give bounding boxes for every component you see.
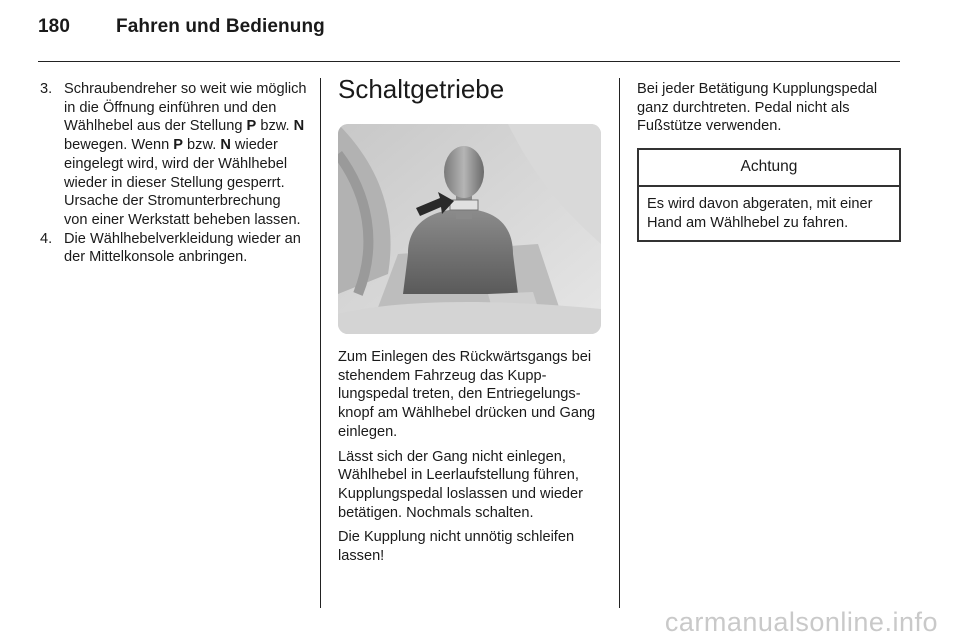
paragraph: Zum Einlegen des Rückwärtsgangs bei stehendem Fahrzeug das Kupplungspedal treten, den Entriegelungsknopf am Wählhebel drücken und Gang einlegen. [338, 349, 596, 440]
watermark: carmanualsonline.info [664, 607, 938, 637]
right-column [637, 80, 901, 242]
column-divider-1 [320, 78, 321, 608]
notice-text: Es wird davon abgeraten, mit einer Hand am Wählhebel zu fahren. [647, 195, 873, 231]
step-number: 4. [40, 230, 53, 247]
gear-lever-photo [338, 124, 601, 334]
page-number: 180 [38, 16, 71, 37]
chapter-title: Fahren und Bedienung [116, 16, 325, 37]
column-divider-2 [619, 78, 620, 608]
step-number: 3. [40, 81, 53, 97]
page-header [38, 16, 325, 38]
left-column [40, 80, 308, 267]
paragraph: Die Kupplung nicht unnötig schleifen lassen! [338, 529, 575, 565]
step-text: Die Wählhebelverkleidung wieder an der Mittelkonsole anbringen. [64, 230, 301, 266]
notice-box [637, 148, 901, 242]
list-item [40, 80, 308, 230]
step-list [40, 80, 308, 267]
middle-column [338, 74, 603, 572]
step-text: Schraubendreher so weit wie möglich in die Öffnung einführen und den Wählhebel aus der Stellung P bzw. N bewegen. Wenn P bzw. N wieder eingelegt wird, wird der Wählhebel wieder in dieser Stellung gesperrt. Ursache der Stromunterbrechung von einer Werkstatt beheben lassen. [64, 81, 307, 228]
paragraph: Bei jeder Betätigung Kupplungspedal ganz durchtreten. Pedal nicht als Fußstütze verwenden. [637, 81, 878, 135]
header-divider [38, 61, 900, 62]
section-title: Schaltgetriebe [338, 74, 505, 104]
list-item [40, 230, 308, 267]
paragraph: Lässt sich der Gang nicht einlegen, Wählhebel in Leerlaufstellung führen, Kupplungspedal loslassen und wieder betätigen. Nochmals schalten. [338, 448, 584, 521]
notice-heading: Achtung [639, 150, 899, 187]
